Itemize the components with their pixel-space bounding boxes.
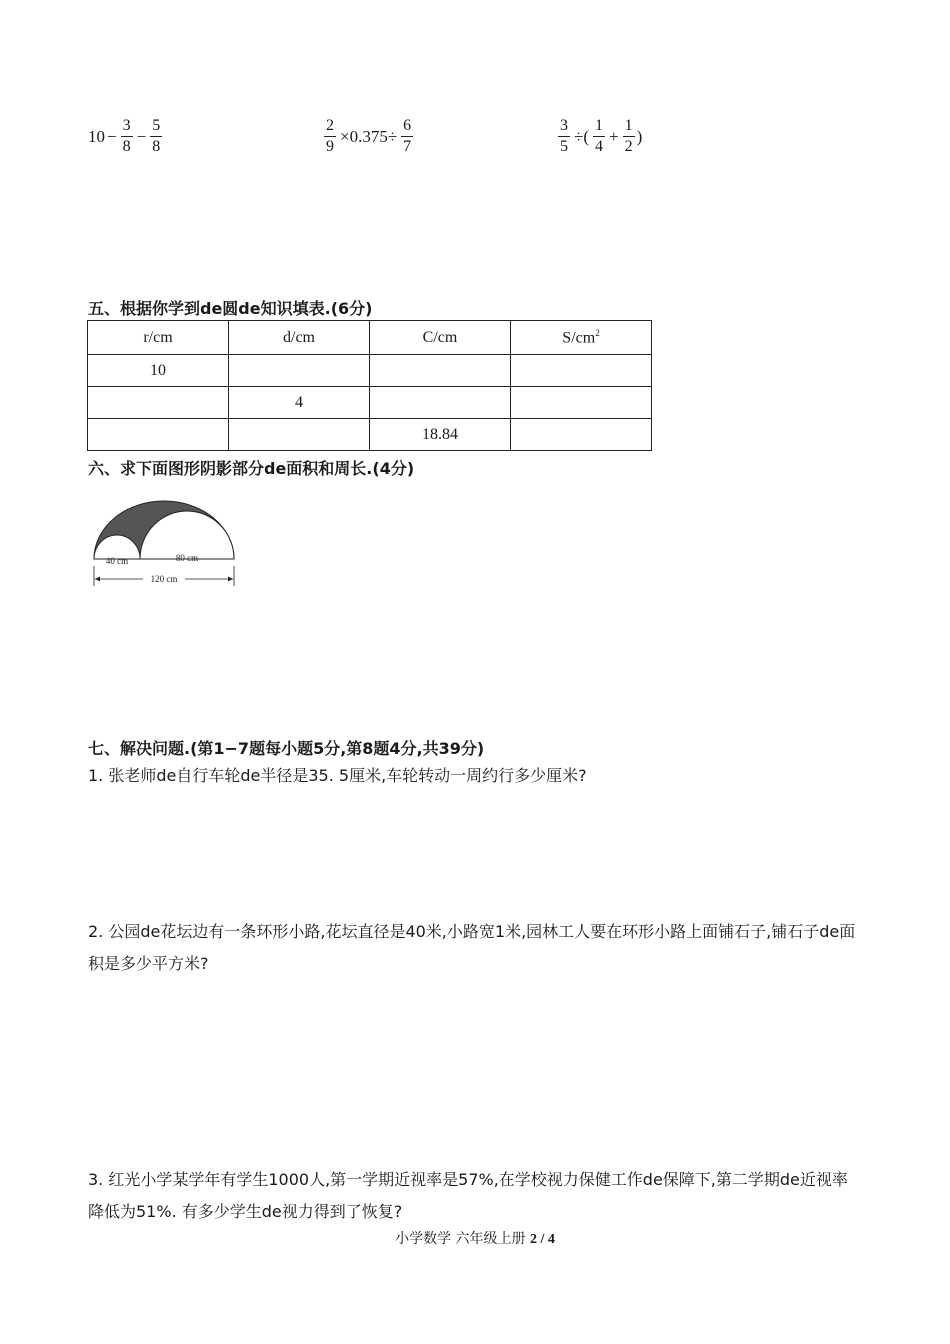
table-cell[interactable]: [511, 419, 652, 451]
fraction: $\frac{3}{5}$: [560, 117, 568, 155]
table-row: [88, 387, 652, 419]
section-7-heading: 七、解决问题.(第1−7题每小题5分,第8题4分,共39分): [88, 739, 485, 758]
table-cell[interactable]: 10: [88, 355, 229, 387]
table-cell[interactable]: [370, 387, 511, 419]
table-header-row: [88, 321, 652, 355]
table-cell[interactable]: [229, 419, 370, 451]
fraction: $\frac{6}{7}$: [403, 117, 412, 155]
label-large-diameter: 80 cm: [175, 553, 199, 563]
fraction: $\frac{5}{8}$: [152, 117, 161, 155]
section-5-heading: 五、根据你学到de圆de知识填表.(6分): [88, 299, 373, 318]
table-cell[interactable]: [229, 355, 370, 387]
fraction: $\frac{1}{4}$: [595, 117, 603, 155]
header-area: $S/cm^2$: [511, 321, 652, 355]
question-2: 2. 公园de花坛边有一条环形小路,花坛直径是40米,小路宽1米,园林工人要在环形小路上面铺石子,铺石子de面积是多少平方米?: [88, 922, 856, 973]
table-cell[interactable]: [370, 355, 511, 387]
question-3: 3. 红光小学某学年有学生1000人,第一学期近视率是57%,在学校视力保健工作de保障下,第二学期de近视率降低为51%. 有多少学生de视力得到了恢复?: [88, 1170, 848, 1221]
table-cell[interactable]: 4: [229, 387, 370, 419]
question-1: 1. 张老师de自行车轮de半径是35. 5厘米,车轮转动一周约行多少厘米?: [88, 766, 587, 785]
table-row: [88, 419, 652, 451]
calc-expression-2: $\frac{2}{9}$ ×0.375÷ $\frac{6}{7}$: [326, 117, 412, 155]
label-total-length: 120 cm: [150, 574, 178, 584]
table-row: [88, 355, 652, 387]
header-radius: r/cm: [88, 321, 229, 355]
table-cell[interactable]: [511, 355, 652, 387]
table-cell[interactable]: [88, 387, 229, 419]
label-small-diameter: 40 cm: [105, 556, 129, 566]
calc-expression-1: 10 − $\frac{3}{8}$ − $\frac{5}{8}$: [88, 117, 161, 155]
page-number: 2 / 4: [530, 1232, 555, 1247]
fraction: $\frac{2}{9}$: [326, 117, 334, 155]
header-diameter: d/cm: [229, 321, 370, 355]
table-cell[interactable]: 18.84: [370, 419, 511, 451]
circle-table: [87, 320, 652, 451]
table-cell[interactable]: [88, 419, 229, 451]
page-footer: 小学数学 六年级上册 2 / 4: [395, 1231, 555, 1247]
section-6-heading: 六、求下面图形阴影部分de面积和周长.(4分): [88, 459, 415, 478]
fraction: $\frac{3}{8}$: [122, 117, 131, 155]
header-circumference: C/cm: [370, 321, 511, 355]
table-cell[interactable]: [511, 387, 652, 419]
calc-expression-3: $\frac{3}{5}$ ÷( $\frac{1}{4}$ + $\frac{1}{2}$ ): [560, 117, 643, 155]
fraction: $\frac{1}{2}$: [624, 117, 633, 155]
semicircle-figure: [86, 494, 251, 594]
